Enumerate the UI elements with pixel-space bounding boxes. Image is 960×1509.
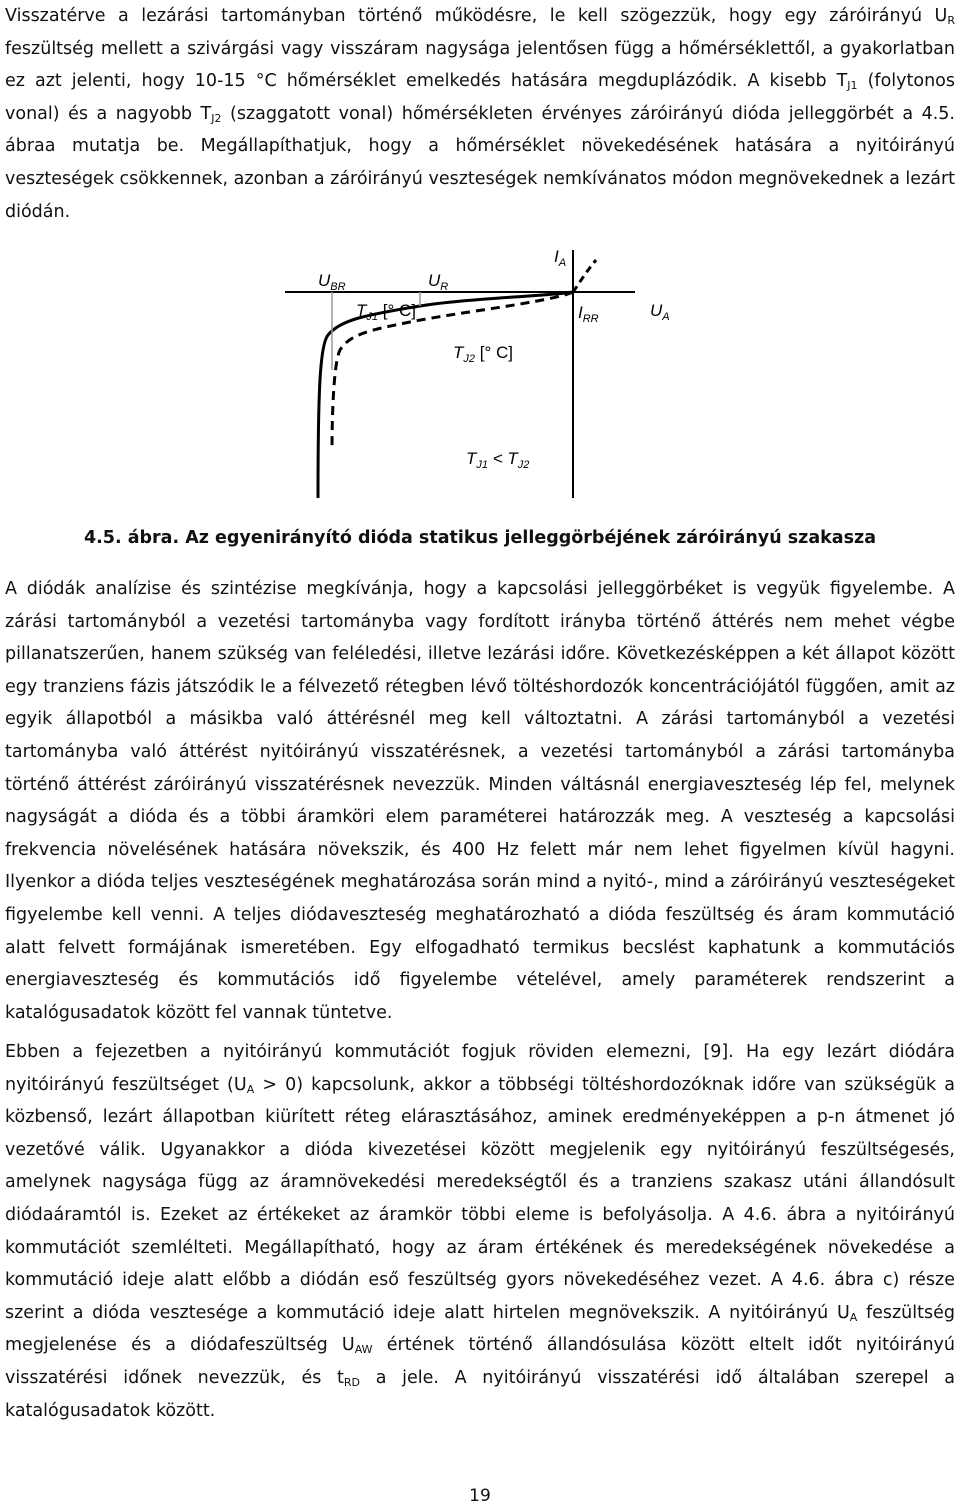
ur-label: $U_R$ <box>428 271 449 293</box>
temperature-comparison-label: $T_{J1} < T_{J2}$ <box>466 449 530 471</box>
diode-characteristic-diagram <box>270 240 690 510</box>
forward-dashed-curve <box>573 260 596 292</box>
ua-label: $U_A$ <box>650 301 670 323</box>
ia-label: $I_A$ <box>554 247 567 269</box>
page-number: 19 <box>469 1486 491 1506</box>
tj1-label: $T_{J1}$ [° C] <box>356 301 416 323</box>
paragraph-temperature-dependence: Visszatérve a lezárási tartományban történő működésre, le kell szögezzük, hogy egy záróirányú $U_R$ feszültség mellett a szivárgási vagy visszáram nagysága jelentősen függ a hőmérséklettől, a gyakorlatban ez azt jelenti, hogy 10-15 °C hőmérséklet emelkedés hatására megduplázódik. A kisebb $T_{J1}$ (folytonos vonal) és a nagyobb $T_{J2}$ (szaggatott vonal) hőmérsékleten érvényes záróirányú dióda jelleggörbét a 4.5. ábraa mutatja be. Megállapíthatjuk, hogy a hőmérséklet növekedésének hatására a nyitóirányú veszteségek csökkennek, azonban a záróirányú veszteségek nemkívánatos módon megnövekednek a lezárt diódán. <box>5 6 955 222</box>
tj2-label: $T_{J2}$ [° C] <box>453 343 513 365</box>
diode-reverse-characteristic-figure <box>270 240 690 510</box>
irr-label: $I_{RR}$ <box>578 303 599 325</box>
figure-caption: 4.5. ábra. Az egyenirányító dióda statikus jelleggörbéjének záróirányú szakasza <box>83 528 877 548</box>
tj1-solid-curve <box>318 292 573 498</box>
paragraph-forward-commutation: Ebben a fejezetben a nyitóirányú kommutációt fogjuk röviden elemezni, [9]. Ha egy lezárt diódára nyitóirányú feszültséget $(U_A > 0)$ kapcsolunk, akkor a többségi töltéshordozóknak időre van szükségük a közbenső, lezárt állapotban kiürített réteg elárasztásához, aminek eredményeképpen a p-n átmenet jó vezetővé válik. Ugyanakkor a dióda kivezetései között megjelenik egy nyitóirányú feszültségesés, amelynek nagysága függ az áramnövekedési meredekségtől és a tranziens szakasz utáni állandósult diódaáramtól is. Ezeket az értékeket az áramkör többi eleme is befolyásolja. A 4.6. ábra a nyitóirányú kommutációt szemlélteti. Megállapítható, hogy az áram értékének és meredekségének növekedése a kommutáció ideje alatt előbb a diódán eső feszültség gyors növekedéséhez vezet. A 4.6. ábra c) része szerint a dióda vesztesége a kommutáció ideje alatt hirtelen megnövekszik. A nyitóirányú $U_A$ feszültség megjelenése és a diódafeszültség $U_{AW}$ értének történő állandósulása között eltelt időt nyitóirányú visszatérési időnek nevezzük, és $t_{RD}$ a jele. A nyitóirányú visszatérési idő általában szerepel a katalógusadatok között. <box>5 1042 956 1421</box>
ubr-label: $U_{BR}$ <box>318 271 346 293</box>
paragraph-switching-characteristics: A diódák analízise és szintézise megkívánja, hogy a kapcsolási jelleggörbéket is vegyük figyelembe. A zárási tartományból a vezetési tartományba vagy fordított irányba történő áttérés nem mehet végbe pillanatszerűen, hanem szükség van feléledési, illetve lezárási időre. Következésképpen a két állapot között egy tranziens fázis játszódik le a félvezető rétegben lévő töltéshordozók koncentrációjától függően, amit az egyik állapotból a másikba való áttérésnél meg kell változtatni. A zárási tartományból a vezetési tartományba való áttérést nyitóirányú visszatérésnek, a vezetési tartományból a zárási tartományba történő áttérést záróirányú visszatérésnek nevezzük. Minden váltásnál energiaveszteség lép fel, melynek nagyságát a dióda és a többi áramköri elem paraméterei határozzák meg. A veszteség a kapcsolási frekvencia növelésének hatására növekszik, és 400 Hz felett már nem lehet figyelmen kívül hagyni. Ilyenkor a dióda teljes veszteségének meghatározása során mind a nyitó-, mind a záróirányú veszteségeket figyelembe kell venni. A teljes diódaveszteség meghatározható a dióda feszültség és áram kommutáció alatt felvett formájának ismeretében. Egy elfogadható termikus becslést kaphatunk a kommutációs energiaveszteség és kommutációs idő figyelembe vételével, amely paraméterek rendszerint a katalógusadatok között fel vannak tüntetve. <box>5 579 955 1023</box>
